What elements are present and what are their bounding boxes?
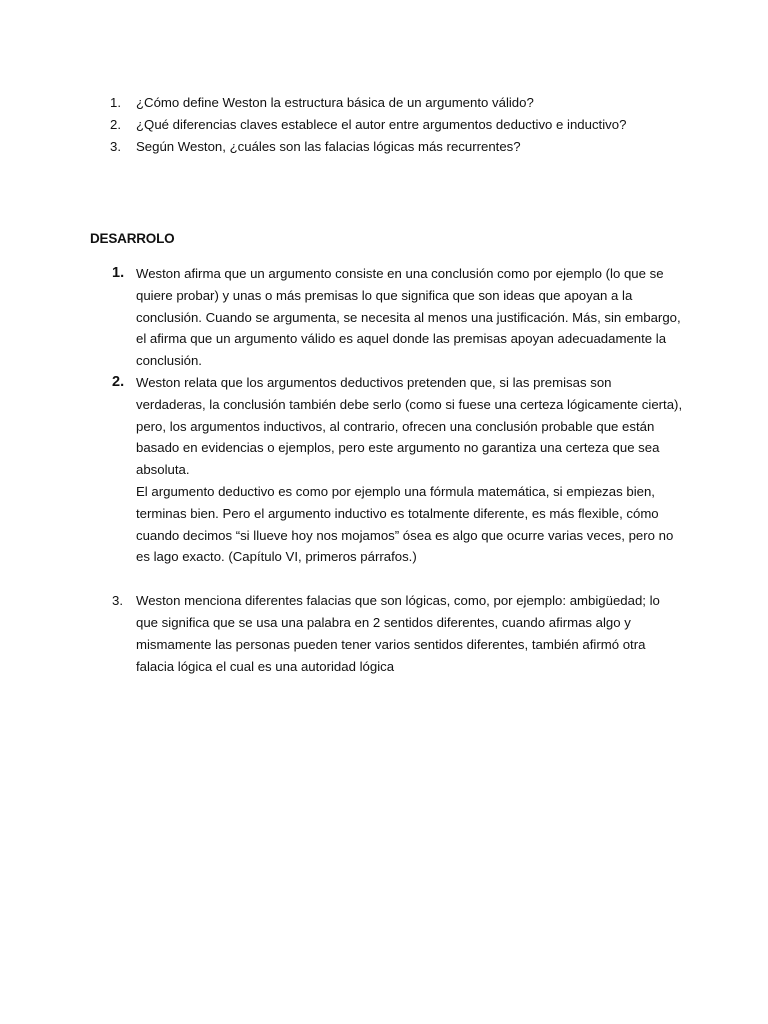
answer-number: 2. [112,373,125,390]
question-text: ¿Cómo define Weston la estructura básica de un argumento válido? [136,95,534,110]
question-item [104,92,704,114]
question-item [104,114,704,136]
question-number: 2. [110,117,121,132]
answer-paragraph: El argumento deductivo es como por ejemplo una fórmula matemática, si empiezas bien, terminas bien. Pero el argumento inductivo es totalmente diferente, es más flexible, cómo cuando decimos “si llueve hoy nos mojamos” ósea es algo que ocurre varias veces, pero no es lago exacto. (Capítulo VI, primeros párrafos.) [136,483,674,565]
answer-number: 1. [112,265,125,281]
answer-number: 3. [112,593,123,609]
answers-list [104,263,684,677]
answer-item [104,372,684,568]
question-number: 1. [110,95,121,110]
question-number: 3. [110,139,121,154]
answer-paragraph: Weston afirma que un argumento consiste en una conclusión como por ejemplo (lo que se quiere probar) y unas o más premisas lo que significa que son ideas que apoyan a la conclusión. Cuando se argumenta, se necesita al menos una justificación. Más, sin embargo, el afirma que un argumento válido es aquel donde las premisas apoyan adecuadamente la conclusión. [136,266,681,369]
answer-item [104,263,684,372]
question-text: ¿Qué diferencias claves establece el autor entre argumentos deductivo e inductivo? [136,117,627,132]
answer-paragraph: Weston relata que los argumentos deductivos pretenden que, si las premisas son verdaderas, la conclusión también debe serlo (como si fuese una certeza lógicamente cierta), pero, los argumentos inductivos, al contrario, ofrecen una conclusión probable que están basado en evidencias o ejemplos, pero este argumento no garantiza una certeza que sea absoluta. [136,374,683,478]
questions-list [104,92,704,158]
section-heading: DESARROLO [90,231,175,246]
question-text: Según Weston, ¿cuáles son las falacias lógicas más recurrentes? [136,139,521,154]
question-item [104,136,704,158]
answer-paragraph: Weston menciona diferentes falacias que son lógicas, como, por ejemplo: ambigüedad; lo que significa que se usa una palabra en 2 sentidos diferentes, cuando afirmas algo y mismamente las personas pueden tener varios sentidos diferentes, también afirmó otra falacia lógica el cual es una autoridad lógica [136,593,660,674]
answer-item [104,590,684,677]
